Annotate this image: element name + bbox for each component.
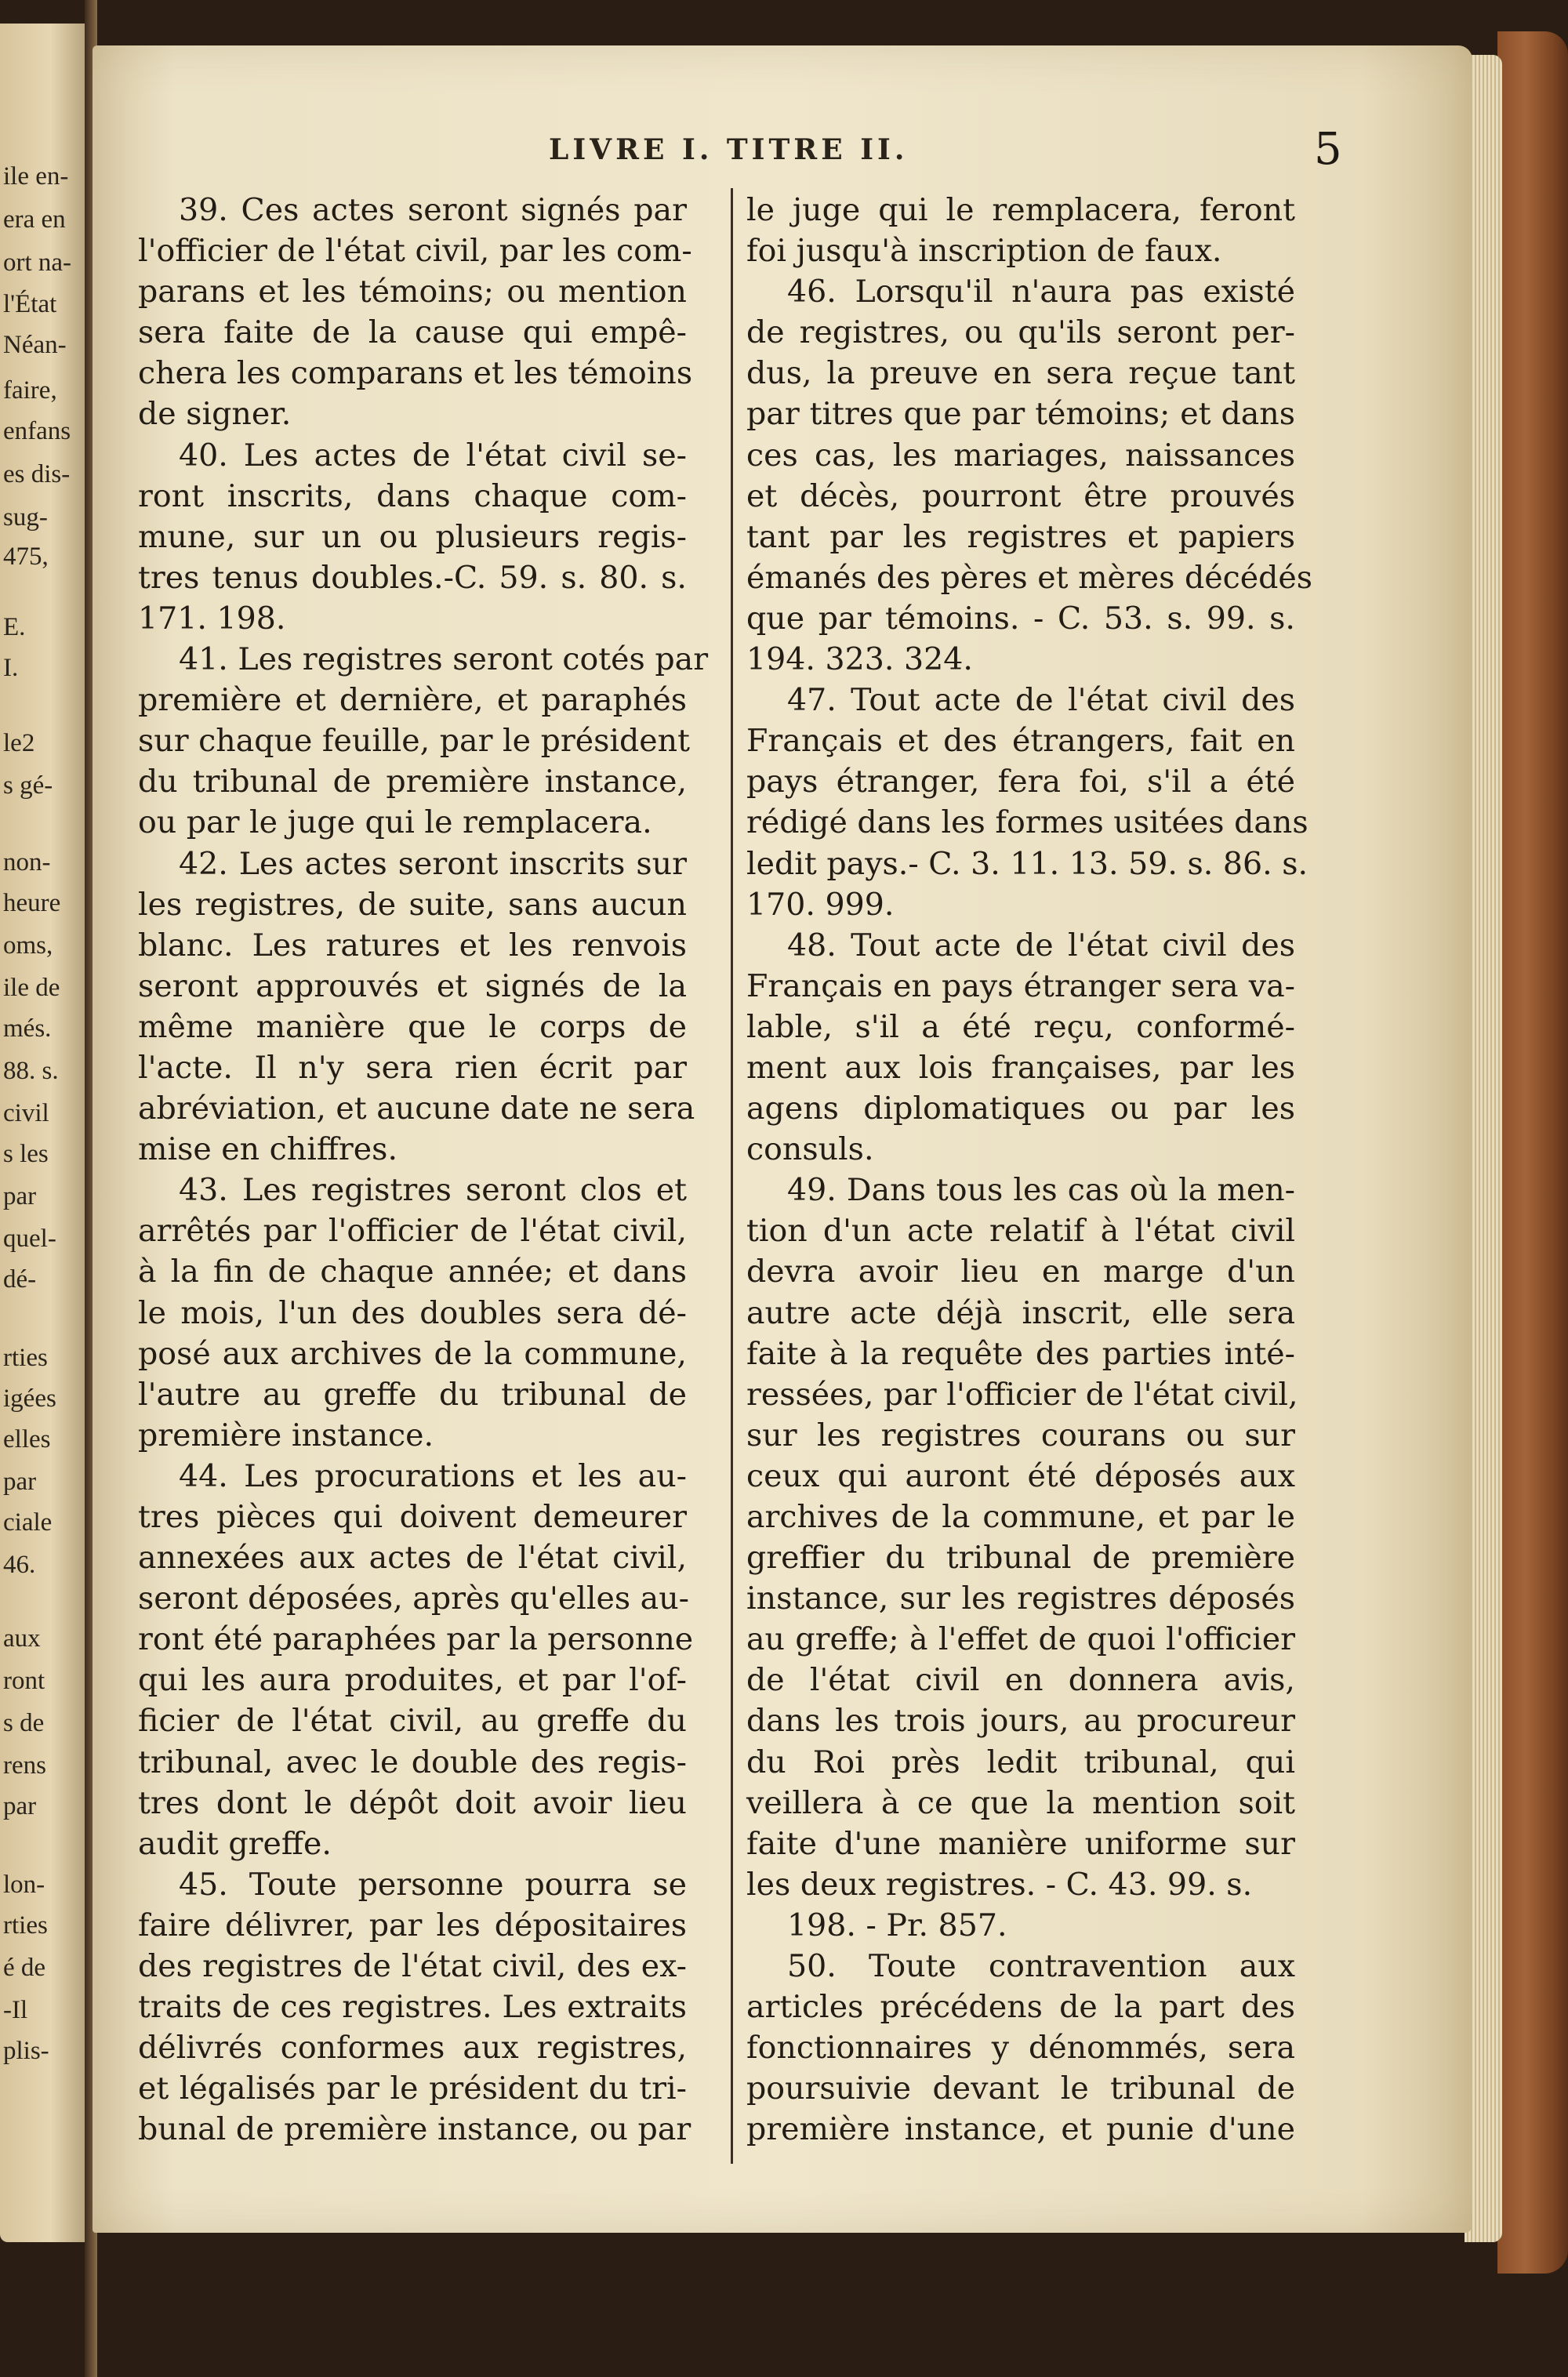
text-line: au greffe; à l'effet de quoi l'officier — [746, 1621, 1295, 1658]
text-line: foi jusqu'à inscription de faux. — [746, 233, 1222, 270]
text-line: première instance. — [138, 1417, 434, 1453]
text-line: 171. 198. — [138, 600, 286, 637]
prev-page-fragment: rens — [3, 1751, 46, 1780]
text-line: arrêtés par l'officier de l'état civil, — [138, 1213, 687, 1250]
prev-page-fragment: 88. s. — [3, 1057, 59, 1085]
text-line: devra avoir lieu en marge d'un — [746, 1254, 1295, 1290]
column-divider — [731, 188, 733, 2164]
text-line: pays étranger, fera foi, s'il a été — [746, 764, 1295, 800]
book-cover-edge — [1497, 31, 1568, 2274]
text-line: tres dont le dépôt doit avoir lieu — [138, 1784, 687, 1821]
text-line: 194. 323. 324. — [746, 641, 973, 678]
text-line: lable, s'il a été reçu, conformé- — [746, 1008, 1295, 1045]
running-head: LIVRE I. TITRE II. — [549, 133, 909, 166]
text-line: 40. Les actes de l'état civil se- — [179, 437, 687, 474]
text-line: 49. Dans tous les cas où la men- — [787, 1172, 1295, 1209]
prev-page-fragment: enfans — [3, 417, 71, 445]
text-line: l'acte. Il n'y sera rien écrit par — [138, 1049, 687, 1086]
prev-page-fragment: s les — [3, 1140, 49, 1168]
prev-page-fragment: le2 — [3, 729, 35, 757]
text-line: dus, la preuve en sera reçue tant — [746, 355, 1295, 392]
prev-page-fragment: ile en- — [3, 162, 69, 191]
text-line: faite à la requête des parties inté- — [746, 1335, 1295, 1372]
text-line: bunal de première instance, ou par — [138, 2111, 691, 2148]
text-line: consuls. — [746, 1131, 874, 1168]
prev-page-fragment: elles — [3, 1425, 51, 1453]
text-line: tion d'un acte relatif à l'état civil — [746, 1213, 1295, 1250]
text-line: les deux registres. - C. 43. 99. s. — [746, 1866, 1253, 1903]
text-line: seront approuvés et signés de la — [138, 967, 687, 1004]
prev-page-fragment: rties — [3, 1911, 48, 1940]
prev-page-fragment: Néan- — [3, 331, 67, 359]
text-line: du Roi près ledit tribunal, qui — [746, 1744, 1295, 1780]
text-line: audit greffe. — [138, 1825, 332, 1862]
prev-page-fragment: més. — [3, 1014, 52, 1043]
text-line: même manière que le corps de — [138, 1008, 687, 1045]
text-line: l'autre au greffe du tribunal de — [138, 1376, 687, 1413]
prev-page-fragment: igées — [3, 1384, 56, 1413]
text-line: ceux qui auront été déposés aux — [746, 1457, 1295, 1494]
text-line: tres tenus doubles.-C. 59. s. 80. s. — [138, 559, 687, 596]
text-line: ou par le juge qui le remplacera. — [138, 804, 652, 841]
text-line: émanés des pères et mères décédés — [746, 559, 1313, 596]
text-line: de l'état civil en donnera avis, — [746, 1662, 1295, 1699]
text-line: tres pièces qui doivent demeurer — [138, 1499, 687, 1535]
text-line: tant par les registres et papiers — [746, 518, 1295, 555]
text-line: faite d'une manière uniforme sur — [746, 1825, 1295, 1862]
prev-page-fragment: E. — [3, 613, 26, 641]
text-line: rédigé dans les formes usitées dans — [746, 804, 1308, 841]
text-line: 46. Lorsqu'il n'aura pas existé — [787, 274, 1295, 310]
text-line: et légalisés par le président du tri- — [138, 2070, 687, 2107]
prev-page-fragment: plis- — [3, 2037, 49, 2065]
text-line: du tribunal de première instance, — [138, 764, 687, 800]
prev-page-fragment: non- — [3, 848, 51, 876]
text-line: poursuivie devant le tribunal de — [746, 2070, 1295, 2107]
previous-page-edge — [0, 24, 85, 2242]
text-line: dans les trois jours, au procureur — [746, 1703, 1295, 1740]
prev-page-fragment: lon- — [3, 1871, 45, 1899]
prev-page-fragment: civil — [3, 1099, 49, 1127]
text-line: les registres, de suite, sans aucun — [138, 886, 687, 923]
prev-page-fragment: oms, — [3, 931, 53, 960]
text-line: faire délivrer, par les dépositaires — [138, 1907, 687, 1943]
prev-page-fragment: faire, — [3, 376, 57, 405]
page-number: 5 — [1314, 124, 1342, 175]
prev-page-fragment: par — [3, 1182, 37, 1210]
text-line: annexées aux actes de l'état civil, — [138, 1540, 687, 1577]
prev-page-fragment: era en — [3, 205, 66, 234]
text-line: ressées, par l'officier de l'état civil, — [746, 1376, 1298, 1413]
text-line: qui les aura produites, et par l'of- — [138, 1662, 687, 1699]
text-line: seront déposées, après qu'elles au- — [138, 1580, 689, 1617]
text-line: 41. Les registres seront cotés par — [179, 641, 709, 678]
text-line: veillera à ce que la mention soit — [746, 1784, 1295, 1821]
text-line: greffier du tribunal de première — [746, 1540, 1295, 1577]
text-line: l'officier de l'état civil, par les com- — [138, 233, 692, 270]
text-line: sur les registres courans ou sur — [746, 1417, 1295, 1453]
text-line: 50. Toute contravention aux — [787, 1948, 1295, 1985]
prev-page-fragment: ront — [3, 1667, 45, 1695]
text-line: abréviation, et aucune date ne sera — [138, 1091, 695, 1127]
text-line: 47. Tout acte de l'état civil des — [787, 682, 1295, 719]
prev-page-fragment: heure — [3, 889, 61, 917]
text-line: archives de la commune, et par le — [746, 1499, 1295, 1535]
prev-page-fragment: ile de — [3, 974, 60, 1002]
text-line: de registres, ou qu'ils seront per- — [746, 314, 1295, 351]
text-line: articles précédens de la part des — [746, 1989, 1295, 2026]
text-line: parans et les témoins; ou mention — [138, 274, 687, 310]
text-line: chera les comparans et les témoins — [138, 355, 693, 392]
text-line: autre acte déjà inscrit, elle sera — [746, 1294, 1295, 1331]
text-line: le mois, l'un des doubles sera dé- — [138, 1294, 687, 1331]
prev-page-fragment: é de — [3, 1954, 46, 1982]
prev-page-fragment: ciale — [3, 1508, 53, 1537]
text-line: instance, sur les registres déposés — [746, 1580, 1295, 1617]
text-line: blanc. Les ratures et les renvois — [138, 927, 687, 964]
text-line: 44. Les procurations et les au- — [179, 1457, 687, 1494]
prev-page-fragment: quel- — [3, 1225, 56, 1253]
text-line: 45. Toute personne pourra se — [179, 1866, 687, 1903]
prev-page-fragment: par — [3, 1468, 37, 1496]
prev-page-fragment: ort na- — [3, 249, 72, 277]
text-line: à la fin de chaque année; et dans — [138, 1254, 687, 1290]
text-line: traits de ces registres. Les extraits — [138, 1989, 687, 2026]
text-line: ront inscrits, dans chaque com- — [138, 477, 687, 514]
prev-page-fragment: rties — [3, 1344, 48, 1372]
prev-page-fragment: par — [3, 1792, 37, 1820]
prev-page-fragment: 46. — [3, 1551, 36, 1579]
right-text-column — [746, 190, 1313, 2150]
text-line: ces cas, les mariages, naissances — [746, 437, 1295, 474]
text-line: 43. Les registres seront clos et — [179, 1172, 687, 1209]
text-line: fonctionnaires y dénommés, sera — [746, 2030, 1295, 2067]
text-line: mune, sur un ou plusieurs regis- — [138, 518, 687, 555]
text-line: 42. Les actes seront inscrits sur — [179, 845, 687, 882]
prev-page-fragment: l'État — [3, 290, 57, 318]
text-line: ficier de l'état civil, au greffe du — [138, 1703, 687, 1740]
text-line: Français et des étrangers, fait en — [746, 723, 1295, 760]
text-line: sur chaque feuille, par le président — [138, 723, 690, 760]
text-line: des registres de l'état civil, des ex- — [138, 1948, 687, 1985]
prev-page-fragment: sug- — [3, 503, 48, 532]
prev-page-fragment: -Il — [3, 1996, 28, 2024]
text-line: ledit pays.- C. 3. 11. 13. 59. s. 86. s. — [746, 845, 1308, 882]
prev-page-fragment: s de — [3, 1709, 45, 1737]
left-text-column — [138, 190, 709, 2150]
text-line: 170. 999. — [746, 886, 895, 923]
text-line: première instance, et punie d'une — [746, 2111, 1295, 2148]
prev-page-fragment: dé- — [3, 1265, 37, 1294]
prev-page-fragment: es dis- — [3, 460, 71, 488]
text-line: et décès, pourront être prouvés — [746, 477, 1295, 514]
text-line: tribunal, avec le double des regis- — [138, 1744, 687, 1780]
text-line: première et dernière, et paraphés — [138, 682, 687, 719]
prev-page-fragment: 475, — [3, 543, 49, 571]
prev-page-fragment: s gé- — [3, 771, 53, 800]
text-line: 39. Ces actes seront signés par — [179, 192, 687, 228]
text-line: sera faite de la cause qui empê- — [138, 314, 687, 351]
text-line: ment aux lois françaises, par les — [746, 1049, 1295, 1086]
text-line: Français en pays étranger sera va- — [746, 967, 1295, 1004]
prev-page-fragment: I. — [3, 654, 19, 682]
text-line: 48. Tout acte de l'état civil des — [787, 927, 1295, 964]
text-line: par titres que par témoins; et dans — [746, 396, 1295, 433]
text-line: agens diplomatiques ou par les — [746, 1091, 1295, 1127]
text-line: que par témoins. - C. 53. s. 99. s. — [746, 600, 1295, 637]
text-line: délivrés conformes aux registres, — [138, 2030, 687, 2067]
text-line: posé aux archives de la commune, — [138, 1335, 687, 1372]
text-line: de signer. — [138, 396, 292, 433]
text-line: 198. - Pr. 857. — [787, 1907, 1007, 1943]
text-line: le juge qui le remplacera, feront — [746, 192, 1295, 228]
prev-page-fragment: aux — [3, 1624, 41, 1653]
text-line: mise en chiffres. — [138, 1131, 398, 1168]
text-line: ront été paraphées par la personne — [138, 1621, 694, 1658]
